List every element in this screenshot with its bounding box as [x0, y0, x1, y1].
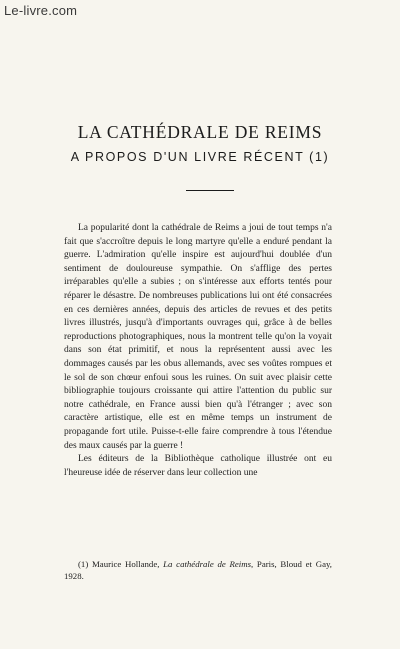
- footnote-book-title: La cathédrale de Reims: [163, 559, 252, 569]
- footnote: [64, 558, 332, 583]
- article-title: LA CATHÉDRALE DE REIMS: [77, 122, 323, 142]
- footnote-prefix: (1) Maurice Hollande,: [78, 559, 164, 569]
- title-divider: [186, 190, 234, 191]
- footnote-suffix: , Paris, Bloud et Gay, 1928.: [64, 559, 332, 582]
- paragraph: La popularité dont la cathédrale de Reims a joui de tout temps n'a fait que s'accroître depuis le long martyre qu'elle a enduré pendant la guerre. L'admiration qu'elle inspire est aujourd'hui doublée d'un sentiment de douloureuse sympathie. On s'afflige des pertes irréparables qu'elle a subies ; on s'intéresse aux efforts tentés pour réparer le désastre. De nombreuses publications lui ont été consacrées en ces dernières années, depuis des articles de revues et des petits livres illustrés, jusqu'à d'importants ouvrages qui, grâce à de belles reproductions photographiques, nous la montrent telle qu'on la voyait dans son état primitif, et nous la représentent aussi avec les dommages causés par les obus allemands, avec ses voûtes rompues et le sol de son chœur enfoui sous les ruines. On suit avec plaisir cette bibliographie toujours croissante qui attire l'attention du public sur notre cathédrale, en France aussi bien qu'à l'étranger ; avec son caractère artistique, elle est en même temps un instrument de propagande fort utile. Puisse-t-elle faire comprendre à tous l'étendue des maux causés par la guerre !: [64, 223, 332, 451]
- paragraph: Les éditeurs de la Bibliothèque catholique illustrée ont eu l'heureuse idée de réserver dans leur collection une: [64, 454, 332, 478]
- article-subtitle: A PROPOS D'UN LIVRE RÉCENT (1): [70, 150, 330, 164]
- article-body: [64, 222, 332, 480]
- watermark: Le-livre.com: [4, 3, 78, 18]
